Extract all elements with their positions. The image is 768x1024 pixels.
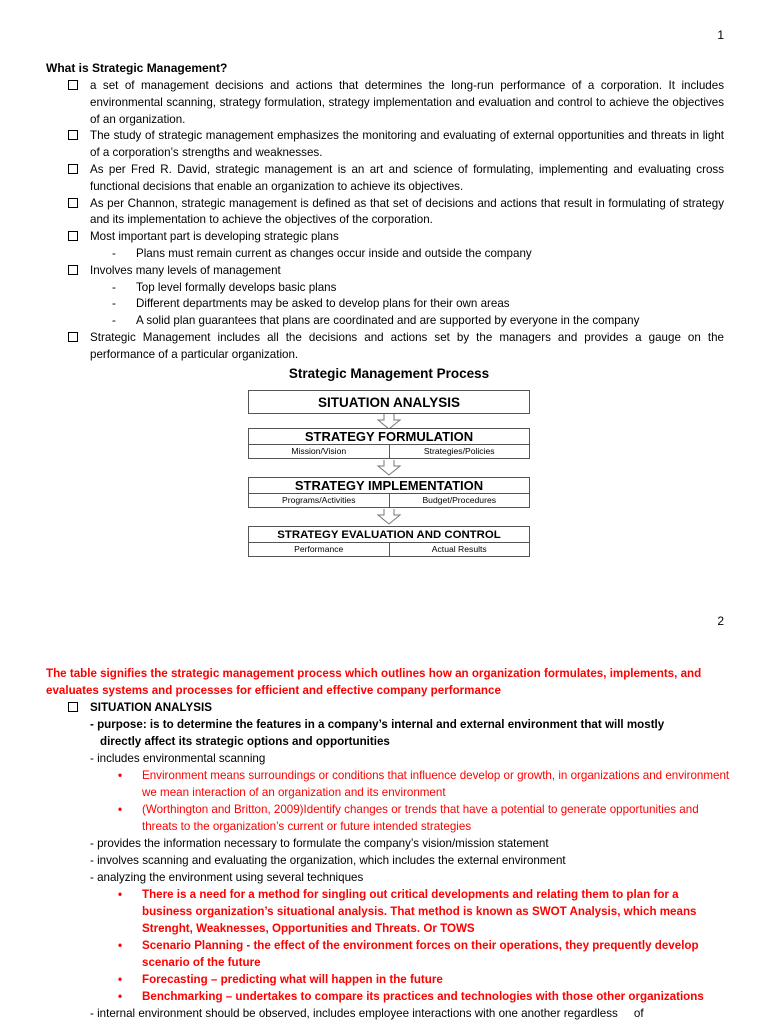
list-item-text: As per Channon, strategic management is defined as that set of decisions and actions that result in formulating of strategy and its implementation to achieve the objectives of the corporation. bbox=[90, 196, 724, 227]
document-title: What is Strategic Management? bbox=[46, 61, 228, 75]
involves-line: - involves scanning and evaluating the organization, which includes the external environment bbox=[90, 854, 566, 867]
bullet-text: (Worthington and Britton, 2009)Identify changes or trends that have a potential to generate opportunities and threats to the organization’s current or future intended strategies bbox=[142, 803, 699, 833]
list-item-text: The study of strategic management emphasizes the monitoring and evaluating of external opportunities and threats in light of a corporation’s strengths and weaknesses. bbox=[90, 129, 724, 160]
dash-marker: - bbox=[112, 246, 116, 260]
dash-marker: - bbox=[112, 280, 116, 294]
diagram-title: Strategic Management Process bbox=[288, 366, 490, 381]
list-item-text: Involves many levels of management bbox=[90, 263, 281, 277]
page-number: 1 bbox=[717, 28, 724, 42]
performance-cell: Performance bbox=[249, 543, 390, 556]
strategy-evaluation-box: STRATEGY EVALUATION AND CONTROL bbox=[248, 526, 530, 543]
sub-item bbox=[68, 246, 724, 263]
strategy-implementation-box: STRATEGY IMPLEMENTATION bbox=[248, 477, 530, 494]
list-item-text: Strategic Management includes all the decisions and actions set by the managers and provides a gauge on the performance of a particular organization. bbox=[90, 330, 724, 361]
evaluation-details bbox=[248, 543, 530, 557]
page-2 bbox=[0, 606, 768, 1024]
mission-vision-cell: Mission/Vision bbox=[249, 445, 390, 458]
bullet-icon: • bbox=[118, 973, 123, 986]
strategies-policies-cell: Strategies/Policies bbox=[423, 446, 495, 456]
programs-activities-cell: Programs/Activities bbox=[249, 494, 390, 507]
bullet-text: Environment means surroundings or conditions that influence develop or growth, in organizations and environment we mean interaction of an organization and its environment bbox=[142, 769, 730, 799]
bullet-icon: • bbox=[118, 769, 123, 782]
checkbox-bullet-icon bbox=[68, 265, 78, 275]
bullet-text: Scenario Planning - the effect of the environment forces on their operations, they prequently develop scenario of the future bbox=[142, 939, 699, 969]
section-title: SITUATION ANALYSIS bbox=[90, 701, 212, 714]
sub-item bbox=[68, 296, 724, 313]
internal-line: - internal environment should be observed, includes employee interactions with one another regardless of bbox=[90, 1007, 644, 1020]
definition-list bbox=[68, 78, 724, 364]
down-arrow-icon bbox=[376, 509, 402, 525]
actual-results-cell: Actual Results bbox=[431, 544, 487, 554]
sub-item bbox=[68, 313, 724, 330]
list-item bbox=[68, 330, 724, 364]
red-bullet-item bbox=[90, 767, 730, 801]
bullet-text: Benchmarking – undertakes to compare its practices and technologies with those other organizations bbox=[142, 990, 704, 1003]
checkbox-bullet-icon bbox=[68, 80, 78, 90]
process-diagram bbox=[246, 364, 532, 564]
checkbox-bullet-icon bbox=[68, 198, 78, 208]
intro-paragraph: The table signifies the strategic management process which outlines how an organization formulates, implements, and evaluates systems and processes for efficient and effective company performance bbox=[46, 667, 702, 697]
situation-analysis-box: SITUATION ANALYSIS bbox=[248, 390, 530, 414]
red-bullet-item bbox=[90, 801, 730, 835]
bullet-icon: • bbox=[118, 939, 123, 952]
red-bullet-item bbox=[90, 886, 730, 937]
sub-item bbox=[68, 280, 724, 297]
purpose-line-cont: directly affect its strategic options and opportunities bbox=[100, 735, 390, 748]
red-bullet-item bbox=[90, 988, 730, 1005]
provides-line: - provides the information necessary to formulate the company’s vision/mission statement bbox=[90, 837, 549, 850]
bullet-text: There is a need for a method for singling out critical developments and relating them to plan for a business organization’s situational analysis. That method is known as SWOT Analysis, which means Strenght, Weaknesses, Opportunities and Threats. Or TOWS bbox=[142, 888, 697, 935]
bullet-icon: • bbox=[118, 803, 123, 816]
sub-item-text: A solid plan guarantees that plans are coordinated and are supported by everyone in the company bbox=[136, 314, 640, 328]
list-item bbox=[68, 78, 724, 128]
scanning-line: - includes environmental scanning bbox=[90, 752, 266, 765]
checkbox-bullet-icon bbox=[68, 164, 78, 174]
implementation-details bbox=[248, 494, 530, 508]
checkbox-bullet-icon bbox=[68, 332, 78, 342]
purpose-line: - purpose: is to determine the features in a company’s internal and external environment that will mostly bbox=[90, 718, 665, 731]
formulation-details bbox=[248, 445, 530, 459]
sub-item-text: Different departments may be asked to develop plans for their own areas bbox=[136, 297, 510, 311]
analyzing-line: - analyzing the environment using several techniques bbox=[90, 871, 364, 884]
strategy-formulation-box: STRATEGY FORMULATION bbox=[248, 428, 530, 445]
sub-item-text: Top level formally develops basic plans bbox=[136, 280, 337, 294]
sub-item-text: Plans must remain current as changes occur inside and outside the company bbox=[136, 246, 532, 260]
list-item bbox=[68, 196, 724, 230]
bullet-text: Forecasting – predicting what will happen in the future bbox=[142, 973, 443, 986]
red-bullet-item bbox=[90, 971, 730, 988]
situation-analysis-content bbox=[90, 716, 730, 1022]
bullet-icon: • bbox=[118, 888, 123, 901]
page-number: 2 bbox=[717, 614, 724, 628]
list-item bbox=[68, 128, 724, 162]
section-heading bbox=[68, 699, 212, 716]
checkbox-bullet-icon bbox=[68, 702, 78, 712]
checkbox-bullet-icon bbox=[68, 130, 78, 140]
checkbox-bullet-icon bbox=[68, 231, 78, 241]
list-item bbox=[68, 162, 724, 196]
list-item bbox=[68, 263, 724, 280]
bullet-icon: • bbox=[118, 990, 123, 1003]
red-bullet-item bbox=[90, 937, 730, 971]
list-item-text: Most important part is developing strategic plans bbox=[90, 230, 339, 244]
list-item-text: As per Fred R. David, strategic management is an art and science of formulating, implementing and evaluating cross functional decisions that enable an organization to achieve its objectives. bbox=[90, 162, 724, 193]
list-item bbox=[68, 229, 724, 246]
list-item-text: a set of management decisions and actions that determines the long-run performance of a corporation. It includes environmental scanning, strategy formulation, strategy implementation and evaluation and control to achieve the objectives of an organization. bbox=[90, 79, 724, 126]
dash-marker: - bbox=[112, 314, 116, 328]
down-arrow-icon bbox=[376, 460, 402, 476]
dash-marker: - bbox=[112, 297, 116, 311]
budget-procedures-cell: Budget/Procedures bbox=[422, 495, 497, 505]
